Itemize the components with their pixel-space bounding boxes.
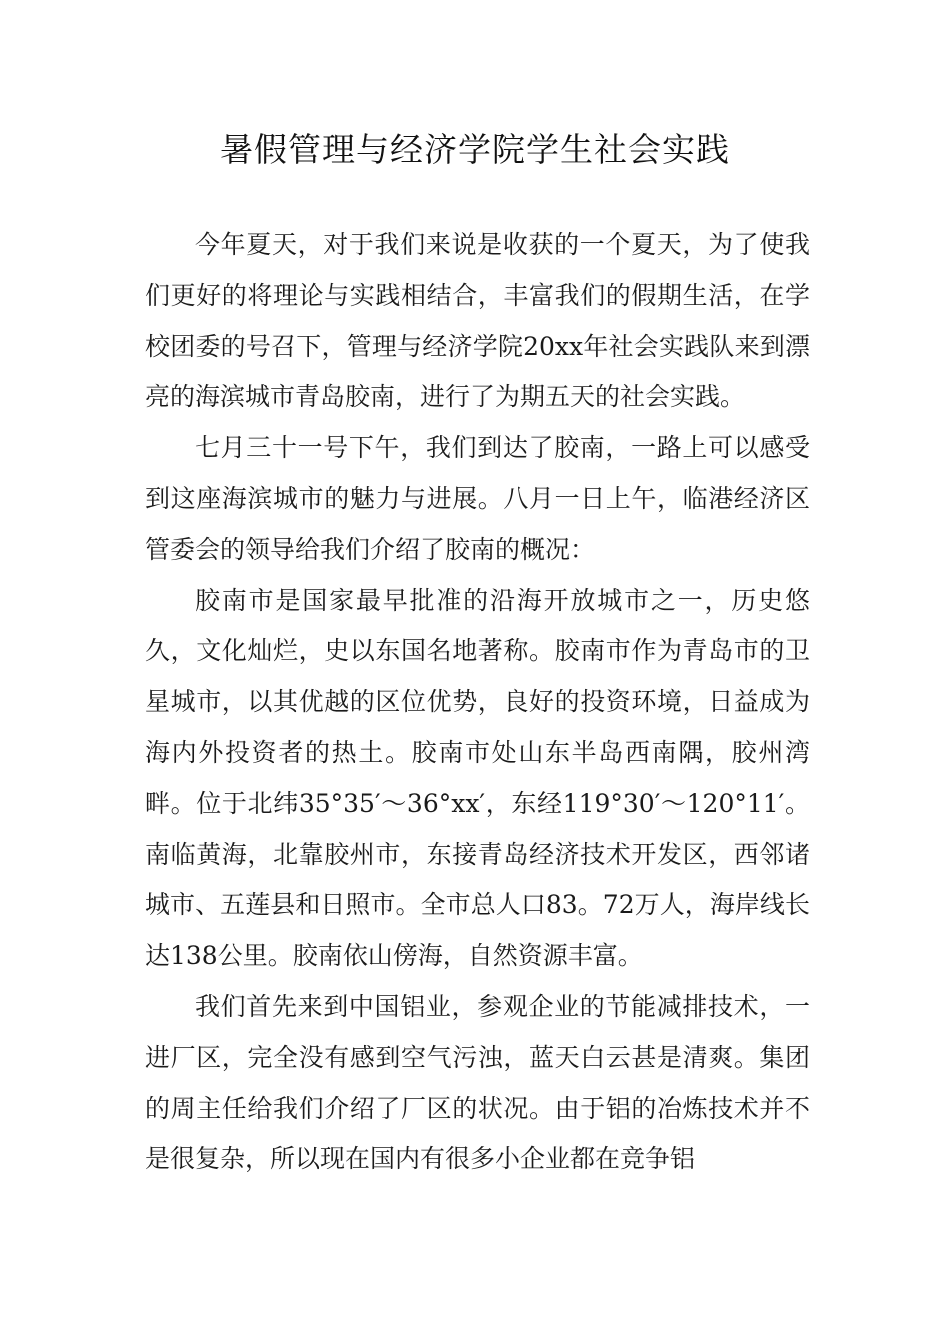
paragraph-1: 今年夏天，对于我们来说是收获的一个夏天，为了使我们更好的将理论与实践相结合，丰富我们的假期生活，在学校团委的号召下，管理与经济学院20xx年社会实践队来到漂亮的海滨城市青岛胶南，进行了为期五天的社会实践。	[145, 230, 810, 412]
paragraph-4: 我们首先来到中国铝业，参观企业的节能减排技术，一进厂区，完全没有感到空气污浊，蓝天白云甚是清爽。集团的周主任给我们介绍了厂区的状况。由于铝的冶炼技术并不是很复杂，所以现在国内有很多小企业都在竞争铝	[145, 991, 810, 1174]
document-body	[145, 220, 810, 1185]
document-title: 暑假管理与经济学院学生社会实践	[220, 130, 730, 169]
paragraph-3: 胶南市是国家最早批准的沿海开放城市之一，历史悠久，文化灿烂，史以东国名地著称。胶南市作为青岛市的卫星城市，以其优越的区位优势，良好的投资环境，日益成为海内外投资者的热土。胶南市处山东半岛西南隅，胶州湾畔。位于北纬35°35′～36°xx′，东经119°30′～120°11′。南临黄海，北靠胶州市，东接青岛经济技术开发区，西邻诸城市、五莲县和日照市。全市总人口83。72万人，海岸线长达138公里。胶南依山傍海，自然资源丰富。	[145, 585, 810, 971]
paragraph-2: 七月三十一号下午，我们到达了胶南，一路上可以感受到这座海滨城市的魅力与进展。八月一日上午，临港经济区管委会的领导给我们介绍了胶南的概况：	[145, 433, 810, 564]
